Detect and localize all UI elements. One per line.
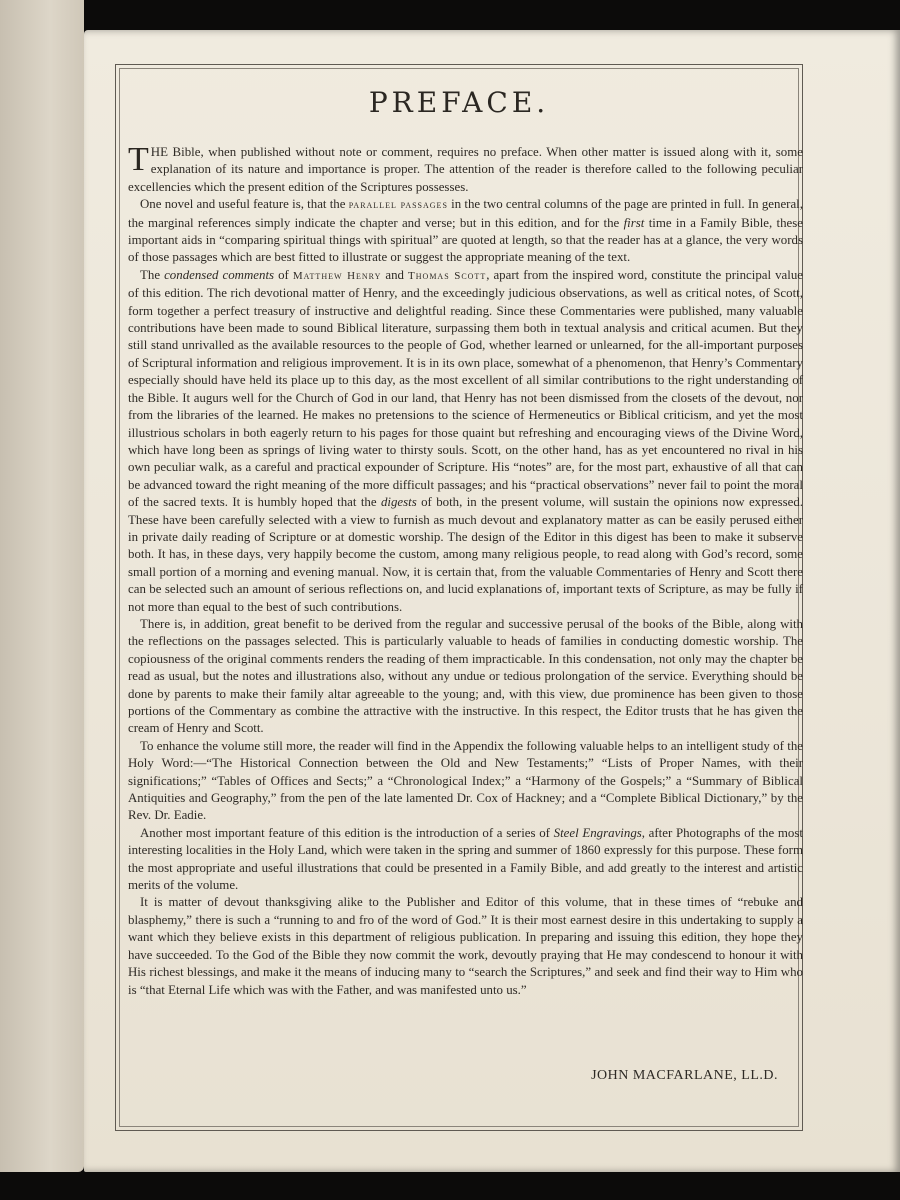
paragraph-3-part: , apart from the inspired word, constitute the principal value of this edition. The rich devotional matter of Henry, and the exceedingly judicious observations, as well as critical notes, of Scott, form together a perfect treasury of instructive and delightful reading. Since these Commentaries were published, many valuable contributions have been made to sound Biblical literature, surpassing them both in textual analysis and critical acumen. But they still stand unrivalled as the available resources to the people of God, whether learned or unlearned, for the all-important purposes of Scriptural information and religious improvement. It is in its own place, somewhat of a phenomenon, that Henry’s Commentary especially should have held its place up to this day, as the most excellent of all similar contributions to the right understanding of the Bible. It augurs well for the Church of God in our land, that Henry has not been dismissed from the closets of the devout, nor from the libraries of the learned. He makes no pretensions to the science of Hermeneutics or Biblical criticism, and yet the most illustrious scholars in both eagerly return to his pages for those quaint but refreshing and encouraging views of the Divine Word, which have long been as springs of living water to thirsty souls. Scott, on the other hand, has as yet encountered no rival in his own peculiar walk, as a careful and practical expounder of Scripture. His “notes” are, for the most part, exhaustive of all that can be advanced toward the right meaning of the more difficult passages; and his “practical observations” never fail to point the moral of the sacred texts. It is humbly hoped that the	[128, 267, 804, 510]
paragraph-2-part: One novel and useful feature is, that the	[140, 197, 346, 212]
paragraph-5: To enhance the volume still more, the reader will find in the Appendix the following valuable helps to an intelligent study of the Holy Word:—“The Historical Connection between the Old and New Testaments;” “Lists of Proper Names, with their significations;” “Tables of Offices and Sects;” a “Chronological Index;” a “Harmony of the Gospels;” a “Summary of Biblical Antiquities and Geography,” from the pen of the late lamented Dr. Cox of Hackney; and a “Complete Biblical Dictionary,” by the Rev. Dr. Eadie.	[128, 738, 803, 823]
paragraph-6-part: , after Photographs of the most interesting localities in the Holy Land, which were taken in the spring and summer of 1860 expressly for this purpose. These form the most appropriate and useful illustrations that could be presented in a Family Bible, and add greatly to the interest and artistic merits of the volume.	[128, 825, 803, 893]
paragraph-1-text: HE Bible, when published without note or comment, requires no preface. When other matter is issued along with it, some explanation of its nature and importance is proper. The attention of the reader is therefore called to the following peculiar excellencies which the present edition of the Scriptures possesses.	[128, 145, 803, 194]
paragraph-3-part: of both, in the present volume, will sustain the opinions now expressed. These have been carefully selected with a view to furnish as much devout and explanatory matter as can be easily perused either in private daily reading of Scripture or at domestic worship. The design of the Editor in this digest has been to make it subserve both. It has, in these days, very happily become the custom, among many religious people, to read along with God’s record, some small portion of a morning and evening manual. Now, it is certain that, from the valuable Commentaries of Henry and Scott there can be selected such an amount of serious reflections on, and lucid explanations of, important texts of Scripture, as may be fully if not more than equal to the best of such contributions.	[128, 495, 803, 614]
page-title: PREFACE.	[368, 86, 550, 119]
emphasis-condensed-comments: condensed comments	[164, 267, 275, 282]
paragraph-3-part: and	[385, 267, 405, 282]
facing-page-edge	[0, 0, 84, 1172]
emphasis-digests: digests	[380, 495, 417, 510]
paragraph-6	[128, 825, 803, 895]
paragraph-2-part: in the two central columns of the page are printed in full. In general, the marginal references simply indicate the chapter and verse; but in this edition, and for the	[128, 197, 803, 230]
parallel-passages-phrase: parallel passages	[348, 199, 448, 212]
author-signature: JOHN MACFARLANE, LL.D.	[591, 1068, 778, 1083]
paragraph-3	[128, 267, 803, 616]
drop-cap: T	[128, 141, 149, 178]
name-thomas-scott: Thomas Scott	[408, 269, 487, 282]
paragraph-6-part: Another most important feature of this edition is the introduction of a series of	[140, 825, 550, 840]
paragraph-3-part: The	[140, 267, 161, 282]
name-matthew-henry: Matthew Henry	[292, 269, 382, 282]
paragraph-3-part: of	[278, 267, 289, 282]
paragraph-1	[128, 141, 803, 196]
paragraph-2-part: time in a Family Bible, these important aids in “comparing spiritual things with spiritual” are quoted at length, so that the reader has at a glance, the very words of those passages which are best fitted to illustrate or suggest the appropriate meaning of the text.	[128, 215, 804, 265]
emphasis-steel-engravings: Steel Engravings	[553, 825, 642, 840]
emphasis-first: first	[623, 215, 645, 230]
paragraph-2	[128, 196, 803, 267]
paragraph-4: There is, in addition, great benefit to be derived from the regular and successive perusal of the books of the Bible, along with the reflections on the passages selected. This is particularly valuable to heads of families in conducting domestic worship. The copiousness of the original comments renders the reading of them impracticable. In this condensation, not only may the chapter be read as usual, but the notes and illustrations also, without any undue or tedious prolongation of the service. Everything should be done by parents to make their family altar agreeable to the young; and, with this view, due prominence has been given to those portions of the Commentary as combine the attractive with the instructive. In this respect, the Editor trusts that he has given the cream of Henry and Scott.	[128, 616, 803, 736]
preface-body	[128, 141, 804, 999]
paragraph-7: It is matter of devout thanksgiving alike to the Publisher and Editor of this volume, that in these times of “rebuke and blasphemy,” there is such a “running to and fro of the word of God.” It is their most earnest desire in this undertaking to supply a want which they believe exists in this department of religious publication. In preparing and issuing this edition, they hope they have succeeded. To the God of the Bible they now commit the work, devoutly praying that He may condescend to honour it with His richest blessings, and make it the means of inducing many to “search the Scriptures,” and seek and find their way to Him who is “that Eternal Life which was with the Father, and was manifested unto us.”	[128, 895, 803, 997]
